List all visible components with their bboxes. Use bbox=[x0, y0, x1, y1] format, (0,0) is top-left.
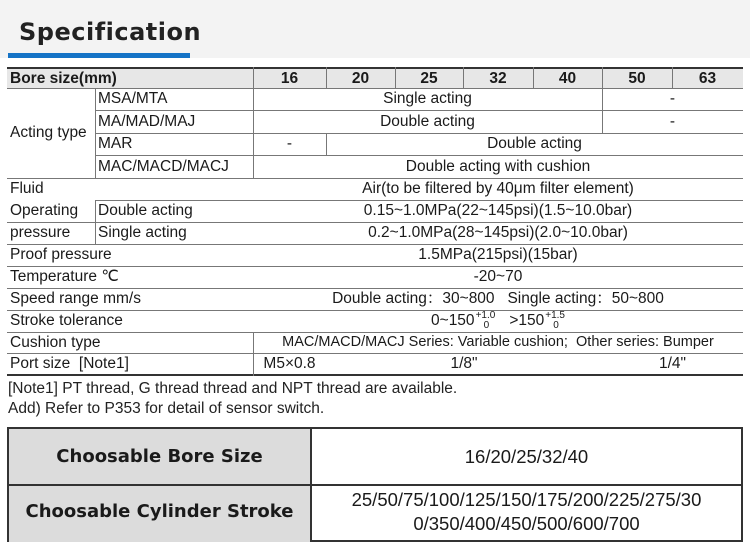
series-mac-macd-macj: MAC/MACD/MACJ bbox=[98, 157, 229, 175]
temperature-value: -20~70 bbox=[473, 268, 523, 286]
stroke-tol-range2-upper: +1.5 bbox=[545, 310, 565, 321]
mac-value: Double acting with cushion bbox=[405, 157, 591, 175]
msa-large-bore-value: - bbox=[669, 90, 676, 108]
choosable-stroke-value-line1: 25/50/75/100/125/150/175/200/225/275/30 bbox=[351, 489, 702, 510]
bore-16: 16 bbox=[280, 69, 299, 87]
spec-table bbox=[7, 67, 743, 376]
choosable-table bbox=[7, 427, 743, 542]
note-add: Add) Refer to P353 for detail of sensor switch. bbox=[8, 400, 325, 417]
bore-32: 32 bbox=[489, 69, 507, 87]
stroke-tolerance-label: Stroke tolerance bbox=[10, 312, 123, 330]
cushion-type-value: MAC/MACD/MACJ Series: Variable cushion; Other series: Bumper bbox=[282, 334, 714, 351]
port-size-bore16: M5×0.8 bbox=[263, 354, 316, 372]
bore-25: 25 bbox=[420, 69, 438, 87]
choosable-bore-label: Choosable Bore Size bbox=[56, 446, 263, 467]
choosable-stroke-label: Choosable Cylinder Stroke bbox=[25, 501, 294, 522]
cushion-type-label: Cushion type bbox=[10, 333, 101, 351]
choosable-stroke-value-line2: 0/350/400/450/500/600/700 bbox=[413, 513, 640, 534]
choosable-bore-value: 16/20/25/32/40 bbox=[464, 446, 589, 467]
operating-pressure-label-line2: pressure bbox=[10, 224, 71, 242]
pressure-single-value: 0.2~1.0MPa(28~145psi)(2.0~10.0bar) bbox=[368, 224, 628, 242]
proof-pressure-label: Proof pressure bbox=[10, 246, 112, 264]
port-size-mid: 1/8" bbox=[450, 354, 478, 372]
ma-large-bore-value: - bbox=[669, 112, 676, 130]
stroke-tol-range1: 0~150 bbox=[431, 312, 475, 330]
speed-range-value: Double acting：30~800 Single acting：50~800 bbox=[332, 290, 664, 308]
speed-range-label: Speed range mm/s bbox=[10, 290, 141, 308]
fluid-label: Fluid bbox=[10, 180, 44, 198]
series-msa-mta: MSA/MTA bbox=[98, 90, 168, 108]
port-size-large: 1/4" bbox=[658, 354, 687, 372]
bore-50: 50 bbox=[628, 69, 646, 87]
section-header bbox=[0, 0, 750, 58]
bore-size-label: Bore size(mm) bbox=[10, 69, 117, 87]
port-size-label: Port size [Note1] bbox=[10, 354, 129, 372]
stroke-tol-range2-lower: 0 bbox=[553, 320, 559, 331]
fluid-value: Air(to be filtered by 40μm filter element) bbox=[362, 180, 634, 198]
bore-40: 40 bbox=[558, 69, 577, 87]
acting-type-label: Acting type bbox=[10, 124, 87, 142]
bore-20: 20 bbox=[351, 69, 370, 87]
mar-other-bore-value: Double acting bbox=[487, 135, 582, 153]
operating-pressure-label-line1: Operating bbox=[10, 202, 79, 220]
pressure-single-label: Single acting bbox=[98, 224, 187, 242]
stroke-tolerance-value bbox=[253, 310, 743, 332]
proof-pressure-value: 1.5MPa(215psi)(15bar) bbox=[418, 246, 578, 264]
mar-bore16-value: - bbox=[286, 135, 293, 153]
bore-63: 63 bbox=[698, 69, 717, 87]
section-title: Specification bbox=[19, 18, 202, 46]
pressure-double-label: Double acting bbox=[98, 202, 193, 220]
msa-small-bore-value: Single acting bbox=[383, 90, 472, 108]
stroke-tol-range1-lower: 0 bbox=[483, 320, 490, 331]
title-underline bbox=[8, 53, 190, 58]
ma-small-bore-value: Double acting bbox=[380, 112, 475, 130]
series-mar: MAR bbox=[98, 135, 133, 153]
series-ma-mad-maj: MA/MAD/MAJ bbox=[98, 112, 196, 130]
note1: [Note1] PT thread, G thread thread and NPT thread are available. bbox=[8, 380, 458, 397]
temperature-label: Temperature ℃ bbox=[10, 268, 119, 286]
pressure-double-value: 0.15~1.0MPa(22~145psi)(1.5~10.0bar) bbox=[363, 202, 633, 220]
stroke-tol-range2: >150 bbox=[509, 312, 545, 330]
stroke-tol-range1-upper: +1.0 bbox=[475, 310, 496, 321]
